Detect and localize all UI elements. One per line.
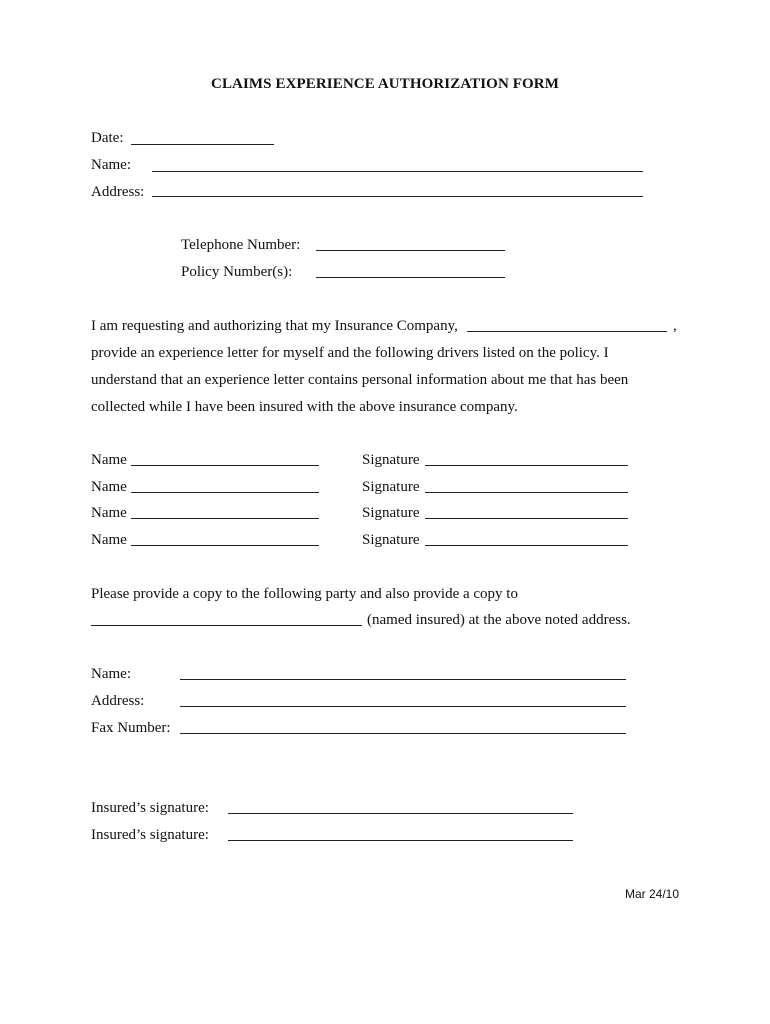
driver-signature-label: Signature: [362, 452, 420, 468]
third-party-address-label: Address:: [91, 693, 145, 709]
authorization-line-4: collected while I have been insured with the above insurance company.: [91, 399, 518, 415]
driver-signature-field[interactable]: [425, 545, 628, 546]
driver-name-label: Name: [91, 452, 127, 468]
date-field[interactable]: [131, 144, 274, 145]
driver-signature-field[interactable]: [425, 518, 628, 519]
insured-signature-field[interactable]: [228, 813, 573, 814]
name-field[interactable]: [152, 171, 643, 172]
driver-name-field[interactable]: [131, 545, 319, 546]
third-party-fax-field[interactable]: [180, 733, 626, 734]
revision-date: Mar 24/10: [624, 887, 679, 901]
third-party-name-field[interactable]: [180, 679, 626, 680]
insurance-company-field[interactable]: [467, 331, 667, 332]
authorization-line-2: provide an experience letter for myself and the following drivers listed on the policy. I: [91, 345, 609, 361]
driver-signature-label: Signature: [362, 532, 420, 548]
driver-signature-label: Signature: [362, 505, 420, 521]
authorization-line-3: understand that an experience letter contains personal information about me that has been: [91, 372, 629, 388]
driver-name-label: Name: [91, 505, 127, 521]
authorization-comma: ,: [673, 318, 677, 334]
telephone-field[interactable]: [316, 250, 505, 251]
driver-name-field[interactable]: [131, 465, 319, 466]
driver-signature-field[interactable]: [425, 492, 628, 493]
date-label: Date:: [91, 130, 124, 146]
insured-signature-label: Insured’s signature:: [91, 827, 209, 843]
driver-signature-label: Signature: [362, 479, 420, 495]
driver-name-field[interactable]: [131, 492, 319, 493]
insured-signature-label: Insured’s signature:: [91, 800, 209, 816]
third-party-name-label: Name:: [91, 666, 131, 682]
driver-name-label: Name: [91, 479, 127, 495]
address-field[interactable]: [152, 196, 643, 197]
third-party-fax-label: Fax Number:: [91, 720, 171, 736]
policy-number-label: Policy Number(s):: [181, 264, 293, 280]
driver-signature-field[interactable]: [425, 465, 628, 466]
telephone-label: Telephone Number:: [181, 237, 301, 253]
named-insured-field[interactable]: [91, 625, 362, 626]
third-party-address-field[interactable]: [180, 706, 626, 707]
address-label: Address:: [91, 184, 145, 200]
authorization-line-1: I am requesting and authorizing that my Insurance Company,: [91, 318, 458, 334]
policy-number-field[interactable]: [316, 277, 505, 278]
copy-request-line-2: (named insured) at the above noted address.: [367, 612, 631, 628]
driver-name-field[interactable]: [131, 518, 319, 519]
name-label: Name:: [91, 157, 131, 173]
insured-signature-field[interactable]: [228, 840, 573, 841]
copy-request-line-1: Please provide a copy to the following party and also provide a copy to: [91, 586, 518, 602]
page-title: CLAIMS EXPERIENCE AUTHORIZATION FORM: [211, 76, 559, 92]
driver-name-label: Name: [91, 532, 127, 548]
